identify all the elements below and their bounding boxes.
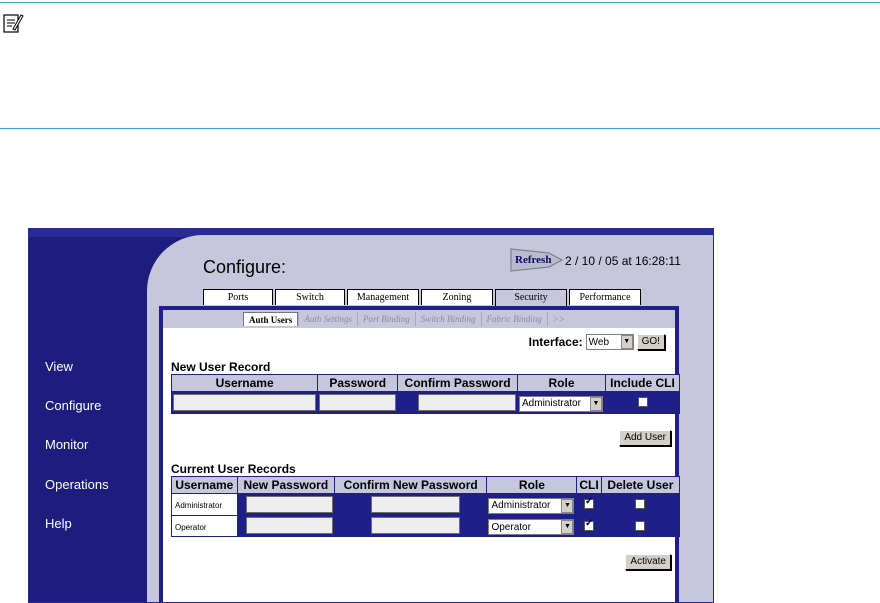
col-delete-user: Delete User (601, 477, 679, 494)
tab-security[interactable]: Security (495, 289, 567, 307)
nav-help[interactable]: Help (45, 516, 72, 531)
col-confirm-password: Confirm Password (398, 375, 518, 392)
interface-label: Interface: (528, 335, 583, 349)
include-cli-checkbox[interactable] (638, 397, 648, 407)
tab-zoning[interactable]: Zoning (421, 289, 493, 305)
tab-ports[interactable]: Ports (203, 289, 273, 305)
chevron-down-icon: ▼ (561, 520, 573, 534)
col-username: Username (172, 375, 318, 392)
interface-selector (529, 334, 665, 350)
row-role-select[interactable] (488, 498, 574, 514)
new-user-header-row (172, 375, 680, 392)
subtab-switch-binding[interactable]: Switch Binding (415, 312, 481, 326)
row-username: Administrator (175, 501, 223, 511)
row-role-value: Administrator (491, 500, 551, 511)
new-role-value: Administrator (522, 398, 581, 409)
tab-switch[interactable]: Switch (275, 289, 345, 305)
chevron-down-icon: ▼ (621, 335, 633, 349)
table-row (172, 494, 680, 516)
row-confirm-password-field[interactable] (371, 517, 461, 534)
nav-view[interactable]: View (45, 359, 73, 374)
chevron-down-icon: ▼ (561, 499, 573, 513)
new-user-input-row (172, 392, 680, 414)
subtab-auth-users[interactable]: Auth Users (243, 312, 298, 326)
row-new-password-field[interactable] (246, 496, 333, 513)
interface-value: Web (588, 336, 610, 348)
col-password: Password (318, 375, 398, 392)
new-user-title: New User Record (171, 360, 271, 374)
row-username: Operator (175, 522, 207, 532)
interface-select[interactable] (586, 334, 634, 350)
row-delete-checkbox[interactable] (635, 499, 645, 509)
activate-button[interactable]: Activate (625, 554, 671, 570)
new-user-table (171, 374, 680, 414)
col-role: Role (487, 477, 577, 494)
subtab-more[interactable]: >> (547, 312, 570, 326)
col-role: Role (518, 375, 606, 392)
new-password-field[interactable] (319, 394, 396, 411)
col-confirm-new-password: Confirm New Password (334, 477, 487, 494)
subtab-fabric-binding[interactable]: Fabric Binding (481, 312, 547, 326)
row-delete-checkbox[interactable] (635, 521, 645, 531)
refresh-timestamp: 2 / 10 / 05 at 16:28:11 (565, 254, 681, 268)
nav-operations[interactable]: Operations (45, 477, 109, 492)
col-username: Username (172, 477, 238, 494)
col-new-password: New Password (237, 477, 334, 494)
row-role-value: Operator (491, 521, 531, 533)
add-user-button[interactable]: Add User (619, 430, 671, 446)
current-users-header-row (172, 477, 680, 494)
bottom-rule (0, 128, 880, 129)
tab-performance[interactable]: Performance (569, 289, 641, 305)
new-username-field[interactable] (173, 394, 316, 411)
col-include-cli: Include CLI (606, 375, 680, 392)
row-cli-checkbox[interactable] (584, 499, 594, 509)
refresh-label: Refresh (515, 254, 552, 266)
current-users-table (171, 476, 680, 537)
tab-management[interactable]: Management (347, 289, 419, 305)
subtab-auth-settings[interactable]: Auth Settings (298, 312, 357, 326)
subtab-port-binding[interactable]: Port Binding (357, 312, 415, 326)
nav-configure[interactable]: Configure (45, 398, 102, 413)
chevron-down-icon: ▼ (590, 397, 602, 411)
sub-tabs (243, 312, 570, 326)
table-row (172, 515, 680, 537)
col-cli: CLI (577, 477, 601, 494)
new-confirm-password-field[interactable] (418, 394, 516, 411)
go-button[interactable]: GO! (637, 334, 665, 350)
new-role-select[interactable] (519, 396, 603, 412)
current-users-title: Current User Records (171, 462, 296, 476)
main-tabs (203, 289, 643, 305)
page-title: Configure: (203, 257, 287, 277)
nav-monitor[interactable]: Monitor (45, 437, 89, 452)
switch-config-screenshot (28, 228, 714, 603)
note-icon (2, 12, 24, 34)
row-role-select[interactable] (488, 519, 574, 535)
row-confirm-password-field[interactable] (371, 496, 461, 513)
top-rule (0, 2, 880, 3)
row-new-password-field[interactable] (246, 517, 333, 534)
row-cli-checkbox[interactable] (584, 521, 594, 531)
content-frame (159, 306, 679, 603)
